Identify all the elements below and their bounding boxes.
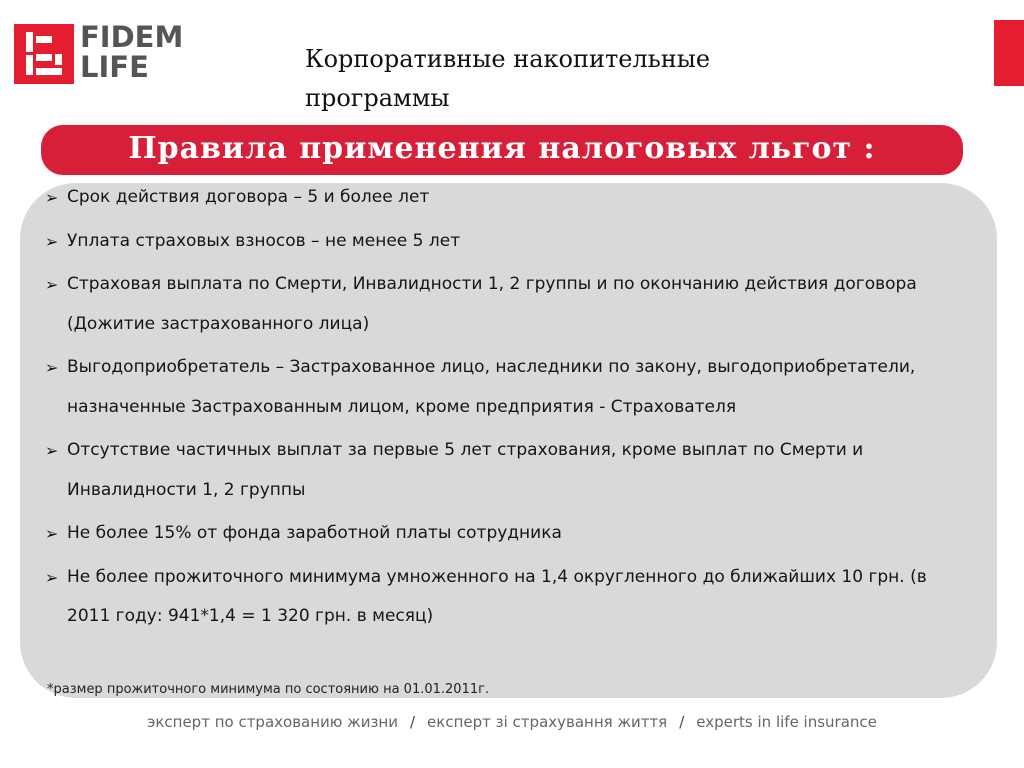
arrow-bullet-icon: ➢: [45, 441, 59, 460]
logo-line-2: LIFE: [80, 50, 149, 84]
rule-item: [45, 514, 955, 554]
rule-text: Отсутствие частичных выплат за первые 5 лет страхования, кроме выплат по Смерти и Инвалидности 1, 2 группы: [67, 440, 864, 500]
footer-tagline-ru: эксперт по страхованию жизни: [147, 713, 398, 731]
rule-text: Уплата страховых взносов – не менее 5 лет: [67, 230, 461, 251]
rule-text: Не более прожиточного минимума умноженного на 1,4 округленного до ближайших 10 грн. (в 2011 году: 941*1,4 = 1 320 грн. в месяц): [67, 566, 927, 626]
rule-text: Выгодоприобретатель – Застрахованное лицо, наследники по закону, выгодоприобретатели, назначенные Застрахованным лицом, кроме предприятия - Страхователя: [67, 357, 916, 417]
footer-tagline: [0, 713, 1024, 731]
logo-line-1: FIDEM: [80, 20, 184, 54]
rules-list: [45, 178, 955, 641]
page-title: Корпоративные накопительные программы: [305, 45, 711, 112]
footer-separator: /: [409, 713, 416, 731]
logo-wordmark: [80, 22, 183, 82]
logo: [14, 20, 204, 86]
arrow-bullet-icon: ➢: [45, 275, 59, 294]
arrow-bullet-icon: ➢: [45, 358, 59, 377]
rule-text: Срок действия договора – 5 и более лет: [67, 187, 430, 207]
rule-text: Страховая выплата по Смерти, Инвалидности 1, 2 группы и по окончанию действия договора (Дожитие застрахованного лица): [67, 274, 917, 334]
rule-item: [45, 348, 955, 427]
footnote: *размер прожиточного минимума по состоянию на 01.01.2011г.: [47, 682, 490, 697]
arrow-bullet-icon: ➢: [45, 188, 59, 207]
arrow-bullet-icon: ➢: [45, 231, 59, 251]
footer-tagline-en: experts in life insurance: [696, 713, 877, 731]
rule-item: [45, 265, 955, 344]
footer-separator: /: [679, 713, 685, 731]
rule-item: [45, 178, 955, 218]
footer-tagline-ua: експерт зі страхування життя: [427, 713, 668, 731]
rule-text: Не более 15% от фонда заработной платы сотрудника: [67, 523, 562, 543]
rule-item: [45, 431, 955, 510]
rule-item: [45, 558, 955, 637]
corner-accent-bar: [994, 20, 1024, 86]
section-banner: [41, 125, 963, 175]
rule-item: [45, 222, 955, 262]
arrow-bullet-icon: ➢: [45, 567, 59, 587]
fidem-life-logo-mark-icon: [14, 24, 74, 84]
banner-title: Правила применения налоговых льгот :: [128, 130, 876, 166]
arrow-bullet-icon: ➢: [45, 524, 59, 543]
